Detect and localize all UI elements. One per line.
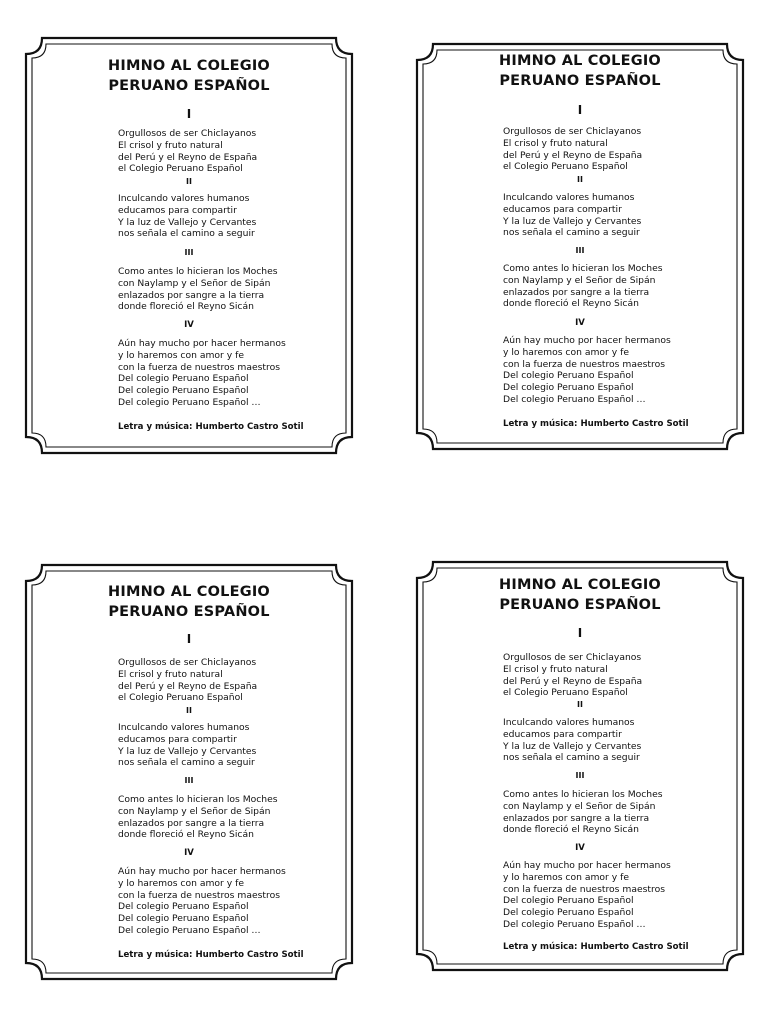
verse-line: nos señala el camino a seguir (503, 752, 640, 764)
stanza-numeral-4: IV (184, 848, 194, 858)
verse-line: El crisol y fruto natural (118, 139, 223, 151)
verse-line: con Naylamp y el Señor de Sipán (118, 805, 271, 817)
verse-line: donde floreció el Reyno Sicán (118, 829, 254, 841)
hymn-title (413, 51, 747, 91)
verse-line: del Perú y el Reyno de España (118, 151, 258, 163)
verse-line: Y la luz de Vallejo y Cervantes (118, 745, 257, 757)
hymn-credit: Letra y música: Humberto Castro Sotil (118, 950, 304, 960)
verse-line: nos señala el camino a seguir (118, 757, 255, 769)
stanza-2 (118, 193, 256, 240)
stanza-numeral-3: III (575, 246, 585, 255)
verse-line: El crisol y fruto natural (118, 668, 223, 680)
verse-line: Inculcando valores humanos (118, 722, 250, 733)
stanza-1 (118, 128, 257, 175)
stanza-2 (503, 717, 641, 764)
verse-line: Orgullosos de ser Chiclayanos (503, 652, 642, 663)
verse-line: enlazados por sangre a la tierra (503, 812, 650, 824)
hymn-card-top-right (413, 40, 747, 453)
verse-line: donde floreció el Reyno Sicán (118, 301, 254, 313)
stanza-numeral-1: I (186, 632, 192, 646)
verse-line: Del colegio Peruano Español (503, 370, 634, 382)
verse-line: Del colegio Peruano Español (118, 373, 249, 385)
stanza-numeral-1: I (577, 103, 583, 117)
stanza-numeral-1: I (577, 626, 583, 640)
verse-line: Inculcando valores humanos (503, 192, 635, 203)
stanza-4 (118, 338, 286, 409)
verse-line: Del colegio Peruano Español … (118, 924, 261, 936)
stanza-3 (118, 266, 278, 313)
verse-line: Y la luz de Vallejo y Cervantes (118, 216, 257, 228)
stanza-4 (118, 866, 286, 937)
verse-line: Aún hay mucho por hacer hermanos (118, 338, 286, 349)
title-line-2: PERUANO ESPAÑOL (108, 604, 270, 620)
verse-line: Aún hay mucho por hacer hermanos (118, 866, 286, 877)
stanza-numeral-3: III (184, 776, 194, 785)
title-line-1: HIMNO AL COLEGIO (499, 577, 661, 593)
title-line-2: PERUANO ESPAÑOL (499, 73, 661, 89)
verse-line: Como antes lo hicieran los Moches (118, 266, 278, 277)
stanza-1 (503, 126, 642, 173)
verse-line: donde floreció el Reyno Sicán (503, 298, 639, 310)
verse-line: Y la luz de Vallejo y Cervantes (503, 215, 642, 227)
hymn-card-top-left (22, 34, 356, 457)
verse-line: educamos para compartir (118, 204, 237, 216)
verse-line: Del colegio Peruano Español (503, 895, 634, 907)
verse-line: Como antes lo hicieran los Moches (118, 794, 278, 805)
stanza-4 (503, 860, 671, 931)
verse-line: del Perú y el Reyno de España (503, 675, 643, 687)
hymn-credit: Letra y música: Humberto Castro Sotil (118, 422, 304, 432)
verse-line: Aún hay mucho por hacer hermanos (503, 860, 671, 871)
stanza-2 (503, 192, 641, 239)
verse-line: Del colegio Peruano Español (503, 907, 634, 919)
verse-line: nos señala el camino a seguir (118, 228, 255, 240)
verse-line: enlazados por sangre a la tierra (503, 286, 650, 298)
verse-line: Del colegio Peruano Español (118, 385, 249, 397)
stanza-1 (503, 652, 642, 699)
title-line-2: PERUANO ESPAÑOL (499, 597, 661, 613)
verse-line: Del colegio Peruano Español … (118, 396, 261, 408)
hymn-credit: Letra y música: Humberto Castro Sotil (503, 419, 689, 429)
verse-line: educamos para compartir (118, 733, 237, 745)
verse-line: Orgullosos de ser Chiclayanos (118, 657, 257, 668)
stanza-2 (118, 722, 256, 769)
verse-line: con la fuerza de nuestros maestros (503, 883, 665, 895)
verse-line: con la fuerza de nuestros maestros (503, 358, 665, 370)
verse-line: Orgullosos de ser Chiclayanos (118, 128, 257, 139)
stanza-1 (118, 657, 257, 704)
verse-line: el Colegio Peruano Español (118, 692, 243, 704)
verse-line: Orgullosos de ser Chiclayanos (503, 126, 642, 137)
stanza-numeral-2: II (186, 177, 192, 186)
verse-line: educamos para compartir (503, 203, 622, 215)
stanza-numeral-4: IV (575, 318, 585, 328)
hymn-card-bottom-right (413, 558, 747, 974)
verse-line: el Colegio Peruano Español (503, 687, 628, 699)
title-line-1: HIMNO AL COLEGIO (499, 53, 661, 69)
verse-line: el Colegio Peruano Español (118, 163, 243, 175)
hymn-title (22, 582, 356, 622)
stanza-numeral-2: II (577, 175, 583, 184)
verse-line: Como antes lo hicieran los Moches (503, 263, 663, 274)
stanza-3 (503, 789, 663, 836)
verse-line: donde floreció el Reyno Sicán (503, 824, 639, 836)
verse-line: Del colegio Peruano Español (118, 913, 249, 925)
stanza-4 (503, 335, 671, 406)
stanza-3 (118, 794, 278, 841)
hymn-title (22, 56, 356, 96)
verse-line: nos señala el camino a seguir (503, 227, 640, 239)
verse-line: con Naylamp y el Señor de Sipán (118, 277, 271, 289)
hymn-card-bottom-left (22, 561, 356, 983)
verse-line: del Perú y el Reyno de España (503, 149, 643, 161)
verse-line: El crisol y fruto natural (503, 137, 608, 149)
stanza-numeral-4: IV (184, 320, 194, 330)
verse-line: y lo haremos con amor y fe (503, 346, 629, 358)
verse-line: y lo haremos con amor y fe (118, 349, 244, 361)
verse-line: Del colegio Peruano Español … (503, 393, 646, 405)
verse-line: El crisol y fruto natural (503, 663, 608, 675)
verse-line: Como antes lo hicieran los Moches (503, 789, 663, 800)
verse-line: con Naylamp y el Señor de Sipán (503, 800, 656, 812)
verse-line: el Colegio Peruano Español (503, 161, 628, 173)
verse-line: enlazados por sangre a la tierra (118, 817, 265, 829)
verse-line: Inculcando valores humanos (503, 717, 635, 728)
hymn-title (413, 575, 747, 615)
verse-line: y lo haremos con amor y fe (503, 871, 629, 883)
verse-line: y lo haremos con amor y fe (118, 877, 244, 889)
verse-line: Aún hay mucho por hacer hermanos (503, 335, 671, 346)
verse-line: con la fuerza de nuestros maestros (118, 889, 280, 901)
hymn-credit: Letra y música: Humberto Castro Sotil (503, 942, 689, 952)
title-line-1: HIMNO AL COLEGIO (108, 58, 270, 74)
verse-line: enlazados por sangre a la tierra (118, 289, 265, 301)
stanza-numeral-1: I (186, 107, 192, 121)
title-line-1: HIMNO AL COLEGIO (108, 584, 270, 600)
verse-line: educamos para compartir (503, 728, 622, 740)
stanza-3 (503, 263, 663, 310)
verse-line: Inculcando valores humanos (118, 193, 250, 204)
verse-line: con la fuerza de nuestros maestros (118, 361, 280, 373)
title-line-2: PERUANO ESPAÑOL (108, 78, 270, 94)
verse-line: Y la luz de Vallejo y Cervantes (503, 740, 642, 752)
stanza-numeral-3: III (575, 771, 585, 780)
stanza-numeral-3: III (184, 248, 194, 257)
stanza-numeral-4: IV (575, 843, 585, 853)
verse-line: con Naylamp y el Señor de Sipán (503, 274, 656, 286)
stanza-numeral-2: II (186, 706, 192, 715)
verse-line: Del colegio Peruano Español (118, 901, 249, 913)
verse-line: Del colegio Peruano Español (503, 382, 634, 394)
verse-line: del Perú y el Reyno de España (118, 680, 258, 692)
verse-line: Del colegio Peruano Español … (503, 918, 646, 930)
stanza-numeral-2: II (577, 700, 583, 709)
